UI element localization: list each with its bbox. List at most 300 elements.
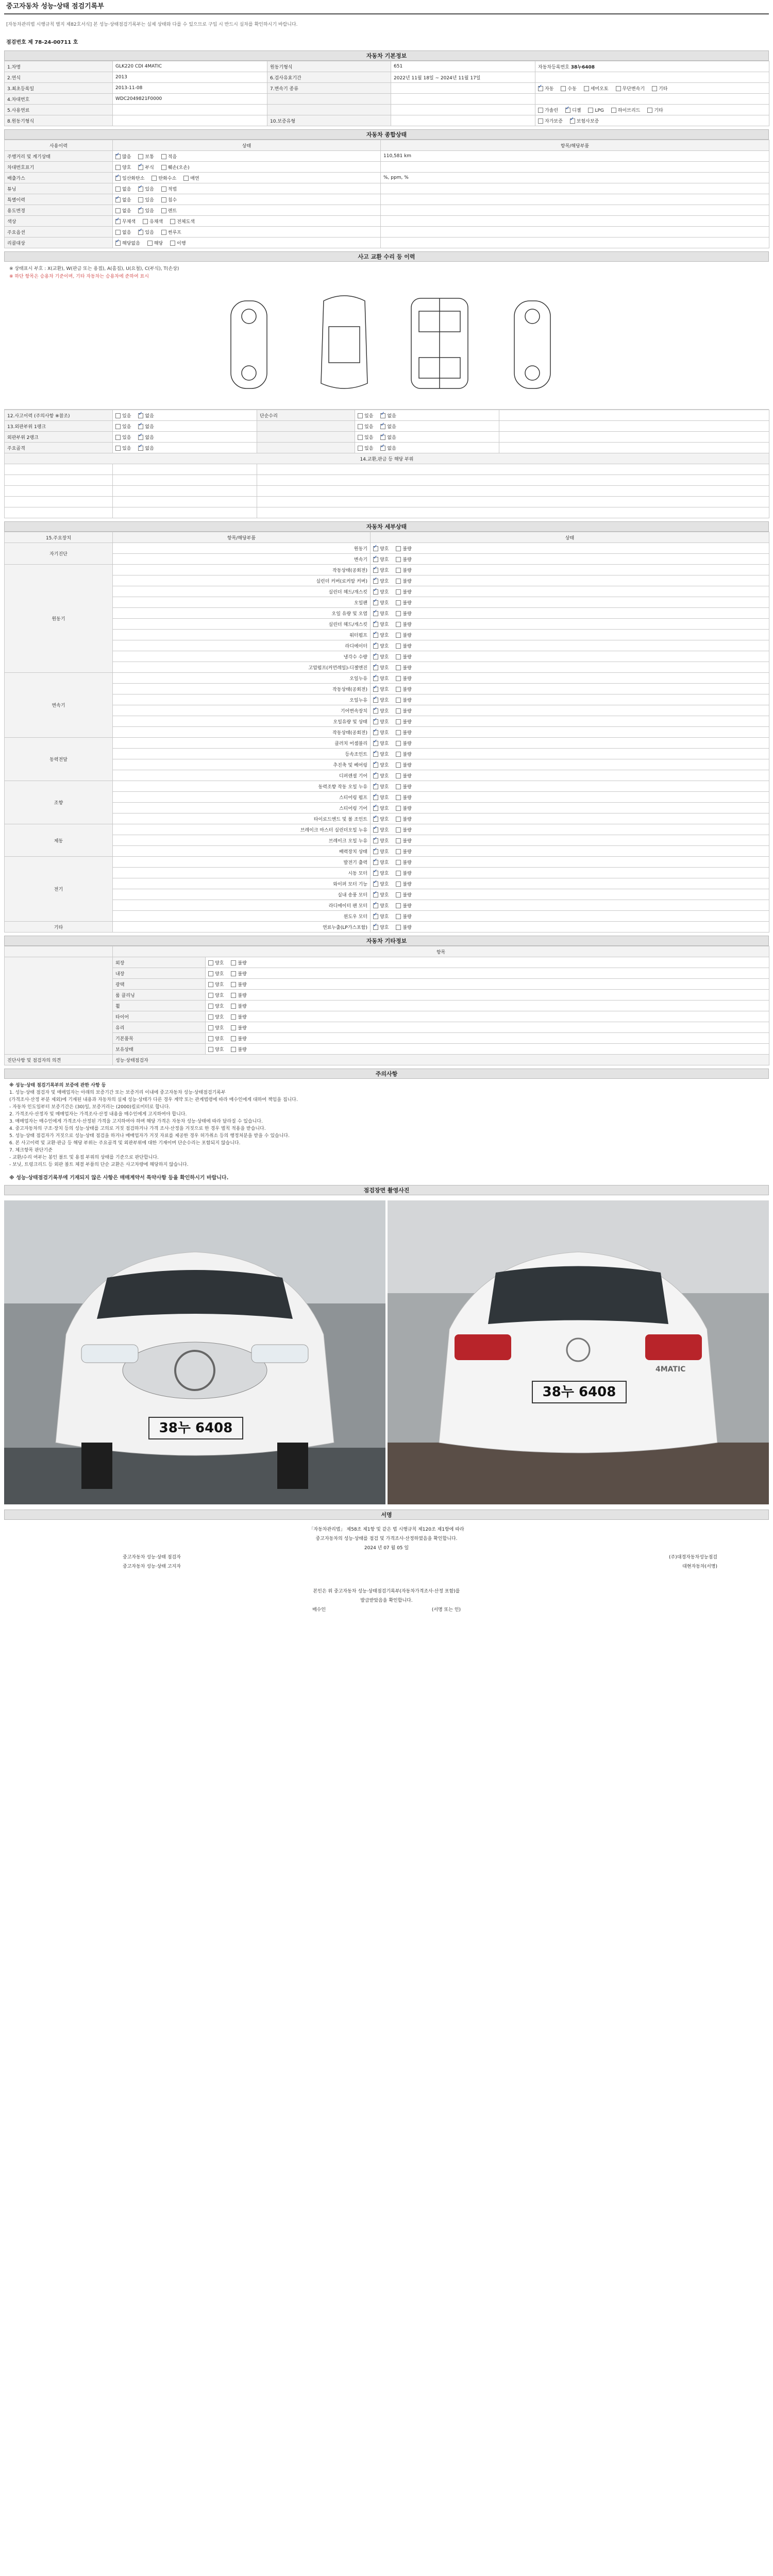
checkbox-icon[interactable] (570, 118, 575, 124)
checkbox-icon[interactable] (373, 600, 378, 605)
option-label: 불량 (402, 741, 412, 747)
summary-row (5, 162, 769, 173)
car-front-photo-image (4, 1200, 385, 1504)
note-line: 5. 성능·상태 점검자가 거짓으로 성능·상태 점검을 하거나 매매업자가 거짓 자료를 제공한 경우 허가취소 등의 행정처분을 받을 수 있습니다. (9, 1133, 290, 1139)
checkbox-icon[interactable] (396, 687, 401, 692)
checkbox-icon[interactable] (373, 849, 378, 854)
detail-row (5, 694, 769, 705)
option-label: 양호 (380, 568, 389, 573)
basic-value: GLK220 CDI 4MATIC (113, 61, 267, 72)
option-label: 있음 (122, 413, 131, 419)
checkbox-icon[interactable] (231, 960, 236, 965)
option-label: 양호 (380, 925, 389, 930)
option-label: 양호 (380, 903, 389, 909)
checkbox-icon[interactable] (373, 589, 378, 595)
basic-row (5, 72, 769, 83)
basic-extra (535, 72, 769, 83)
checkbox-icon[interactable] (380, 435, 385, 440)
accident-label: 13.외판부위 1랭크 (5, 421, 113, 432)
checkbox-icon[interactable] (143, 219, 148, 224)
checkbox-icon[interactable] (396, 698, 401, 703)
checkbox-icon[interactable] (611, 108, 616, 113)
checkbox-icon[interactable] (115, 446, 121, 451)
checkbox-icon[interactable] (373, 903, 378, 908)
summary-label: 용도변경 (5, 205, 113, 216)
checkbox-icon[interactable] (358, 435, 363, 440)
checkbox-icon[interactable] (373, 676, 378, 681)
basic-row (5, 105, 769, 115)
detail-row (5, 586, 769, 597)
checkbox-icon[interactable] (208, 1025, 213, 1030)
detail-item: 연료누출(LP가스포함) (113, 922, 371, 933)
detail-item: 원동기 (113, 543, 371, 554)
detail-group-label: 동력전달 (5, 738, 113, 781)
rear-model-badge: 4MATIC (656, 1365, 686, 1374)
checkbox-icon[interactable] (396, 882, 401, 887)
checkbox-icon[interactable] (538, 118, 543, 124)
checkbox-icon[interactable] (396, 708, 401, 714)
checkbox-icon[interactable] (373, 914, 378, 919)
option-label: 불량 (402, 784, 412, 790)
detail-row (5, 727, 769, 738)
option-label: 불량 (402, 817, 412, 822)
option-label: 양호 (380, 676, 389, 682)
checkbox-icon[interactable] (161, 154, 166, 159)
checkbox-icon[interactable] (396, 589, 401, 595)
detail-item: 브레이크 오일 누유 (113, 835, 371, 846)
option-label: 해당 (154, 241, 163, 246)
detail-item: 시동 모터 (113, 868, 371, 878)
checkbox-icon[interactable] (373, 698, 378, 703)
note-line: 2. 가격조사·산정자 및 매매업자는 가격조사·산정 내용을 매수인에게 고지하여야 합니다. (9, 1112, 187, 1117)
basic-label-2 (267, 94, 391, 105)
option-label: 불량 (402, 892, 412, 898)
option-label: 매연 (190, 176, 199, 181)
checkbox-icon[interactable] (396, 752, 401, 757)
option-label: 양호 (215, 993, 224, 998)
checkbox-icon[interactable] (373, 784, 378, 789)
checkbox-icon[interactable] (373, 827, 378, 833)
checkbox-icon[interactable] (208, 1004, 213, 1009)
checkbox-icon[interactable] (396, 730, 401, 735)
option-label: 양호 (215, 1004, 224, 1009)
basic-value: 2013-11-08 (113, 83, 267, 94)
sign-buyer-signature[interactable]: (서명 또는 인) (431, 1607, 461, 1613)
sign-statement-1: 「자동차관리법」 제58조 제1항 및 같은 법 시행규칙 제120조 제1항에 따라 (309, 1527, 464, 1532)
other-label: 타이어 (113, 1011, 206, 1022)
accident-section-title: 사고 교환 수리 등 이력 (4, 251, 769, 262)
option-label: 불량 (402, 773, 412, 779)
checkbox-icon[interactable] (396, 665, 401, 670)
option-label: 양호 (380, 665, 389, 671)
checkbox-icon[interactable] (373, 643, 378, 649)
option-label: 양호 (380, 643, 389, 649)
detail-item: 오일 유량 및 오염 (113, 608, 371, 619)
checkbox-icon[interactable] (373, 741, 378, 746)
option-label: 불량 (402, 708, 412, 714)
accident-label: 외판부위 2랭크 (5, 432, 113, 443)
checkbox-icon[interactable] (373, 892, 378, 897)
option-label: 양호 (380, 622, 389, 628)
checkbox-icon[interactable] (396, 860, 401, 865)
checkbox-icon[interactable] (396, 762, 401, 768)
accident-row (5, 410, 769, 421)
option-label: 양호 (380, 546, 389, 552)
option-label: 수동 (567, 86, 577, 92)
checkbox-icon[interactable] (115, 197, 121, 202)
checkbox-icon[interactable] (373, 708, 378, 714)
checkbox-icon[interactable] (115, 435, 121, 440)
summary-section-title: 자동차 종합상태 (4, 129, 769, 140)
checkbox-icon[interactable] (373, 611, 378, 616)
dealer-opinion-label: 진단사항 및 점검자의 의견 (5, 1055, 113, 1065)
checkbox-icon[interactable] (396, 914, 401, 919)
checkbox-icon[interactable] (231, 993, 236, 998)
checkbox-icon[interactable] (396, 579, 401, 584)
summary-detail (381, 151, 769, 162)
other-row (5, 1044, 769, 1055)
checkbox-icon[interactable] (373, 752, 378, 757)
checkbox-icon[interactable] (588, 108, 593, 113)
front-photo (4, 1200, 385, 1504)
checkbox-icon[interactable] (115, 154, 121, 159)
option-label: 양호 (380, 611, 389, 617)
detail-row (5, 749, 769, 759)
checkbox-icon[interactable] (373, 557, 378, 562)
other-head: 항목 (113, 946, 769, 957)
detail-head: 15.주요장치 (5, 532, 113, 543)
option-label: 없음 (145, 435, 154, 440)
checkbox-icon[interactable] (373, 838, 378, 843)
detail-row (5, 554, 769, 565)
summary-row (5, 205, 769, 216)
checkbox-icon[interactable] (373, 817, 378, 822)
detail-item: 라디에이터 (113, 640, 371, 651)
outer-rank-row (5, 464, 769, 475)
checkbox-icon[interactable] (373, 806, 378, 811)
accident-label-2 (257, 443, 355, 453)
option-label: 있음 (364, 446, 374, 451)
checkbox-icon[interactable] (396, 871, 401, 876)
checkbox-icon[interactable] (396, 622, 401, 627)
checkbox-icon[interactable] (138, 435, 143, 440)
other-table (4, 946, 769, 1065)
checkbox-icon[interactable] (231, 1047, 236, 1052)
checkbox-icon[interactable] (138, 208, 143, 213)
checkbox-icon[interactable] (373, 719, 378, 724)
summary-label: 주행거리 및 계기상태 (5, 151, 113, 162)
checkbox-icon[interactable] (373, 579, 378, 584)
option-label: 양호 (380, 687, 389, 692)
checkbox-icon[interactable] (373, 860, 378, 865)
option-label: 불량 (402, 827, 412, 833)
checkbox-icon[interactable] (231, 1036, 236, 1041)
option-label: 불량 (402, 871, 412, 876)
checkbox-icon[interactable] (396, 892, 401, 897)
checkbox-icon[interactable] (396, 849, 401, 854)
photos-section-title: 점검장면 촬영사진 (4, 1185, 769, 1195)
basic-value-2 (391, 115, 535, 126)
detail-item: 오일누유 (113, 673, 371, 684)
checkbox-icon[interactable] (115, 176, 121, 181)
note-line: (가격조사·산정 부분 제외)에 기재된 내용과 자동차의 실제 성능·상태가 다른 경우 계약 또는 관계법령에 따라 매수인에게 대하여 책임을 집니다. (9, 1097, 298, 1103)
option-label: 양호 (380, 589, 389, 595)
checkbox-icon[interactable] (396, 643, 401, 649)
checkbox-icon[interactable] (538, 108, 543, 113)
car-roof-outline (329, 327, 360, 363)
checkbox-icon[interactable] (396, 773, 401, 778)
checkbox-icon[interactable] (373, 882, 378, 887)
checkbox-icon[interactable] (138, 165, 143, 170)
checkbox-icon[interactable] (396, 568, 401, 573)
option-label: 없음 (122, 230, 131, 235)
checkbox-icon[interactable] (115, 413, 121, 418)
checkbox-icon[interactable] (152, 176, 157, 181)
emission-units: %, ppm, % (383, 175, 409, 180)
checkbox-icon[interactable] (396, 784, 401, 789)
checkbox-icon[interactable] (208, 982, 213, 987)
basic-value-2: 651 (391, 61, 535, 72)
option-label: 불량 (402, 557, 412, 563)
option-label: 양호 (380, 871, 389, 876)
checkbox-icon[interactable] (138, 230, 143, 235)
outer-rank-row (5, 475, 769, 486)
checkbox-icon[interactable] (138, 187, 143, 192)
basic-extra (535, 83, 769, 94)
detail-item: 스티어링 펌프 (113, 792, 371, 803)
detail-row (5, 803, 769, 814)
accident-label-2: 단순수리 (257, 410, 355, 421)
option-label: 불량 (402, 925, 412, 930)
checkbox-icon[interactable] (115, 241, 121, 246)
checkbox-icon[interactable] (561, 86, 566, 91)
accident-label-2 (257, 432, 355, 443)
basic-label-2: 7.변속기 종류 (267, 83, 391, 94)
detail-row (5, 684, 769, 694)
checkbox-icon[interactable] (115, 424, 121, 429)
checkbox-icon[interactable] (358, 424, 363, 429)
checkbox-icon[interactable] (373, 546, 378, 551)
checkbox-icon[interactable] (115, 165, 121, 170)
checkbox-icon[interactable] (380, 446, 385, 451)
summary-label: 색상 (5, 216, 113, 227)
option-label: 불량 (402, 611, 412, 617)
note-line: ※ 성능·상태 점검기록부의 보증에 관한 사항 등 (9, 1083, 106, 1088)
detail-table (4, 532, 769, 933)
checkbox-icon[interactable] (396, 557, 401, 562)
option-label: 기타 (659, 86, 668, 92)
checkbox-icon[interactable] (161, 165, 166, 170)
basic-value (113, 115, 267, 126)
checkbox-icon[interactable] (396, 633, 401, 638)
checkbox-icon[interactable] (138, 413, 143, 418)
other-label: 외장 (113, 957, 206, 968)
checkbox-icon[interactable] (208, 1036, 213, 1041)
summary-detail (381, 205, 769, 216)
option-label: 썬루프 (167, 230, 181, 235)
notes-section-title: 주의사항 (4, 1069, 769, 1079)
checkbox-icon[interactable] (373, 665, 378, 670)
other-row (5, 990, 769, 1001)
checkbox-icon[interactable] (396, 903, 401, 908)
checkbox-icon[interactable] (115, 230, 121, 235)
checkbox-icon[interactable] (170, 219, 175, 224)
checkbox-icon[interactable] (373, 795, 378, 800)
checkbox-icon[interactable] (138, 446, 143, 451)
checkbox-icon[interactable] (161, 230, 166, 235)
detail-item: 실린더 헤드/개스킷 (113, 619, 371, 630)
checkbox-icon[interactable] (396, 925, 401, 930)
checkbox-icon[interactable] (396, 827, 401, 833)
checkbox-icon[interactable] (208, 1047, 213, 1052)
checkbox-icon[interactable] (616, 86, 621, 91)
checkbox-icon[interactable] (373, 773, 378, 778)
inspector-label: 성능·상태점검자 (113, 1055, 769, 1065)
checkbox-icon[interactable] (396, 838, 401, 843)
checkbox-icon[interactable] (373, 925, 378, 930)
detail-item: 오일유량 및 상태 (113, 716, 371, 727)
checkbox-icon[interactable] (373, 633, 378, 638)
basic-value-2 (391, 94, 535, 105)
checkbox-icon[interactable] (373, 568, 378, 573)
checkbox-icon[interactable] (231, 1025, 236, 1030)
basic-section-title: 자동차 기본정보 (4, 50, 769, 61)
option-label: 적음 (167, 154, 177, 160)
detail-row (5, 824, 769, 835)
detail-item: 윈도우 모터 (113, 911, 371, 922)
option-label: 양호 (380, 882, 389, 887)
checkbox-icon[interactable] (565, 108, 570, 113)
detail-item: 작동상태(공회전) (113, 684, 371, 694)
checkbox-icon[interactable] (652, 86, 657, 91)
option-label: 양호 (122, 165, 131, 171)
other-label: 광택 (113, 979, 206, 990)
option-label: 불량 (402, 838, 412, 844)
option-label: 양호 (380, 762, 389, 768)
sign-statement-4: 발급받았음을 확인합니다. (360, 1598, 413, 1603)
option-label: 유채색 (149, 219, 163, 225)
checkbox-icon[interactable] (138, 154, 143, 159)
checkbox-icon[interactable] (373, 622, 378, 627)
checkbox-icon[interactable] (396, 795, 401, 800)
option-label: 불량 (402, 654, 412, 660)
checkbox-icon[interactable] (231, 971, 236, 976)
option-label: 불량 (402, 589, 412, 595)
summary-label: 특별이력 (5, 194, 113, 205)
checkbox-icon[interactable] (208, 960, 213, 965)
summary-label: 주요옵션 (5, 227, 113, 238)
other-row (5, 968, 769, 979)
checkbox-icon[interactable] (231, 1014, 236, 1020)
checkbox-icon[interactable] (396, 654, 401, 659)
photos-row (4, 1195, 769, 1510)
option-label: 불량 (238, 1025, 247, 1031)
detail-row (5, 705, 769, 716)
checkbox-icon[interactable] (373, 762, 378, 768)
checkbox-icon[interactable] (373, 654, 378, 659)
accident-legend: ※ 상태표시 부호 : X(교환), W(판금 또는 용접), A(흠집), U(요철), C(부식), T(손상) (9, 266, 179, 272)
checkbox-icon[interactable] (115, 187, 121, 192)
checkbox-icon[interactable] (647, 108, 652, 113)
checkbox-icon[interactable] (115, 208, 121, 213)
checkbox-icon[interactable] (183, 176, 189, 181)
note-line: - 보닛, 트렁크리드 등 외판 볼트 체결 부품의 단순 교환은 사고차량에 해당하지 않습니다. (9, 1162, 189, 1167)
option-label: 양호 (215, 982, 224, 988)
option-label: 양호 (380, 817, 389, 822)
detail-row (5, 868, 769, 878)
checkbox-icon[interactable] (231, 1004, 236, 1009)
checkbox-icon[interactable] (170, 241, 175, 246)
outer-rank-title: 14.교환,판금 등 해당 부위 (5, 453, 769, 464)
checkbox-icon[interactable] (396, 806, 401, 811)
checkbox-icon[interactable] (396, 546, 401, 551)
checkbox-icon[interactable] (208, 993, 213, 998)
basic-value: WDC2049821F0000 (113, 94, 267, 105)
checkbox-icon[interactable] (538, 86, 543, 91)
option-label: 불량 (402, 579, 412, 584)
checkbox-icon[interactable] (115, 219, 121, 224)
detail-group-label: 제동 (5, 824, 113, 857)
detail-item: 변속기 (113, 554, 371, 565)
checkbox-icon[interactable] (358, 413, 363, 418)
checkbox-icon[interactable] (380, 413, 385, 418)
basic-value (113, 105, 267, 115)
basic-value: 2013 (113, 72, 267, 83)
checkbox-icon[interactable] (396, 817, 401, 822)
option-label: 렌트 (167, 208, 177, 214)
checkbox-icon[interactable] (396, 719, 401, 724)
other-row (5, 957, 769, 968)
checkbox-icon[interactable] (358, 446, 363, 451)
car-wheel-icon (525, 366, 540, 380)
option-label: 불량 (402, 860, 412, 866)
checkbox-icon[interactable] (373, 871, 378, 876)
detail-item: 브레이크 마스터 실린더오일 누유 (113, 824, 371, 835)
other-label: 기본품목 (113, 1033, 206, 1044)
basic-row (5, 83, 769, 94)
detail-row (5, 597, 769, 608)
checkbox-icon[interactable] (396, 676, 401, 681)
checkbox-icon[interactable] (138, 197, 143, 202)
checkbox-icon[interactable] (380, 424, 385, 429)
checkbox-icon[interactable] (231, 982, 236, 987)
rear-license-plate: 38누 6408 (532, 1381, 627, 1403)
checkbox-icon[interactable] (138, 424, 143, 429)
other-section-title: 자동차 기타정보 (4, 936, 769, 946)
checkbox-icon[interactable] (373, 730, 378, 735)
checkbox-icon[interactable] (396, 600, 401, 605)
checkbox-icon[interactable] (396, 741, 401, 746)
checkbox-icon[interactable] (373, 687, 378, 692)
checkbox-icon[interactable] (161, 197, 166, 202)
option-label: 불량 (402, 806, 412, 811)
checkbox-icon[interactable] (208, 1014, 213, 1020)
summary-detail (381, 162, 769, 173)
checkbox-icon[interactable] (584, 86, 589, 91)
checkbox-icon[interactable] (161, 187, 166, 192)
option-label: 없음 (387, 424, 396, 430)
option-label: 전체도색 (177, 219, 195, 225)
checkbox-icon[interactable] (208, 971, 213, 976)
option-label: 불량 (402, 882, 412, 887)
accident-legend-note: ※ 하단 항목은 승용차 기준이며, 기타 자동차는 승용차에 준하여 표시 (9, 274, 149, 279)
option-label: 불량 (402, 643, 412, 649)
checkbox-icon[interactable] (147, 241, 153, 246)
checkbox-icon[interactable] (396, 611, 401, 616)
checkbox-icon[interactable] (161, 208, 166, 213)
other-row (5, 979, 769, 990)
detail-item: 냉각수 수량 (113, 651, 371, 662)
